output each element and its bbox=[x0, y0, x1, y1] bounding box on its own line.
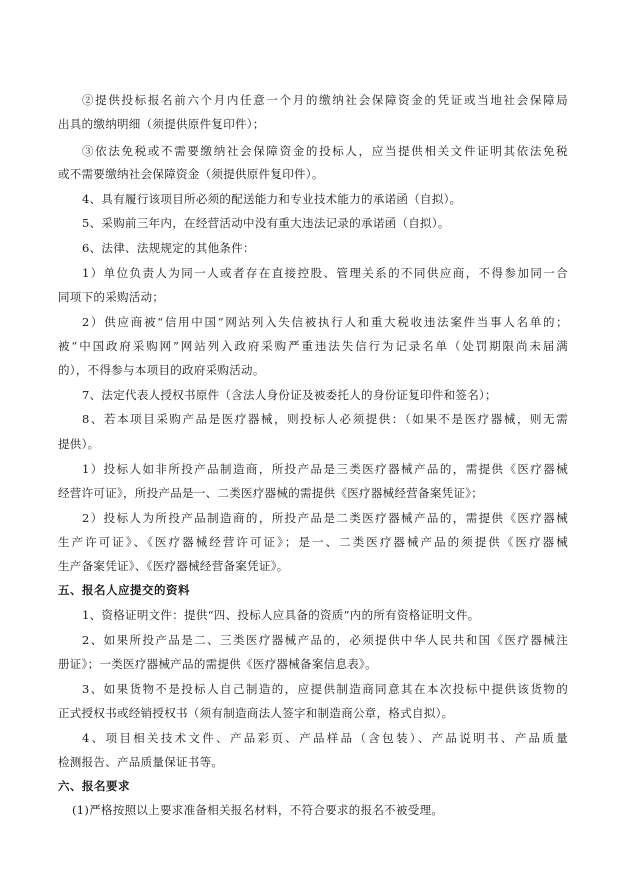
text-line: 2）供应商被“信用中国”网站列入失信被执行人和重大税收违法案件当事人名单的； bbox=[82, 315, 568, 329]
text-line: 或不需要缴纳社会保障资金（须提供原件复印件）。 bbox=[58, 167, 324, 181]
text-line: 4、项目相关技术文件、产品彩页、产品样品（含包装）、产品说明书、产品质量 bbox=[82, 731, 568, 745]
text-line: ③依法免税或不需要缴纳社会保障资金的投标人，应当提供相关文件证明其依法免税 bbox=[82, 144, 568, 158]
text-line: 7、法定代表人授权书原件（含法人身份证及被委托人的身份证复印件和签名）； bbox=[82, 388, 497, 402]
text-line: 出具的缴纳明细（须提供原件复印件）； bbox=[58, 117, 265, 131]
text-line: 提供）。 bbox=[58, 437, 100, 451]
text-line: 生产许可证》、《医疗器械经营许可证》；是一、二类医疗器械产品的须提供《医疗器械 bbox=[58, 535, 568, 549]
text-line: 2、如果所投产品是二、三类医疗器械产品的，必须提供中华人民共和国《医疗器械注 bbox=[82, 633, 568, 647]
text-line: 1）投标人如非所投产品制造商，所投产品是三类医疗器械产品的，需提供《医疗器械 bbox=[82, 462, 568, 476]
text-line: 正式授权书或经销授权书（须有制造商法人签字和制造商公章，格式自拟）。 bbox=[58, 706, 454, 720]
text-line: (1)严格按照以上要求准备相关报名材料，不符合要求的报名不被受理。 bbox=[72, 803, 444, 817]
text-line: 5、采购前三年内，在经营活动中没有重大违法记录的承诺函（自拟）。 bbox=[82, 216, 450, 230]
text-line: 4、具有履行该项目所必须的配送能力和专业技术能力的承诺函（自拟）。 bbox=[82, 192, 462, 206]
text-line: 生产备案凭证》、《医疗器械经营备案凭证》。 bbox=[58, 559, 289, 573]
text-line: 被“中国政府采购网”网站列入政府采购严重违法失信行为记录名单（处罚期限尚未届满 bbox=[58, 339, 568, 353]
text-line: 1）单位负责人为同一人或者存在直接控股、管理关系的不同供应商，不得参加同一合 bbox=[82, 266, 568, 280]
text-line: 同项下的采购活动； bbox=[58, 290, 165, 304]
text-line: 经营许可证》，所投产品是一、二类医疗器械的需提供《医疗器械经营备案凭证》； bbox=[58, 486, 484, 500]
text-line: 的），不得参与本项目的政府采购活动。 bbox=[58, 363, 265, 377]
text-line: 册证》；一类医疗器械产品的需提供《医疗器械备案信息表》。 bbox=[58, 657, 377, 671]
section-heading: 五、报名人应提交的资料 bbox=[58, 583, 190, 597]
text-line: 检测报告、产品质量保证书等。 bbox=[58, 755, 224, 769]
text-line: 2）投标人为所投产品制造商的，所投产品是二类医疗器械产品的，需提供《医疗器械 bbox=[82, 511, 568, 525]
text-line: 8、若本项目采购产品是医疗器械，则投标人必须提供：（如果不是医疗器械，则无需 bbox=[82, 412, 568, 426]
text-line: 6、法律、法规规定的其他条件： bbox=[82, 241, 255, 255]
section-heading: 六、报名要求 bbox=[58, 779, 130, 793]
text-line: ②提供投标报名前六个月内任意一个月的缴纳社会保障资金的凭证或当地社会保障局 bbox=[82, 93, 568, 107]
text-line: 1、资格证明文件：提供“四、投标人应具备的资质”内的所有资格证明文件。 bbox=[82, 608, 480, 622]
text-line: 3、如果货物不是投标人自己制造的，应提供制造商同意其在本次投标中提供该货物的 bbox=[82, 682, 568, 696]
